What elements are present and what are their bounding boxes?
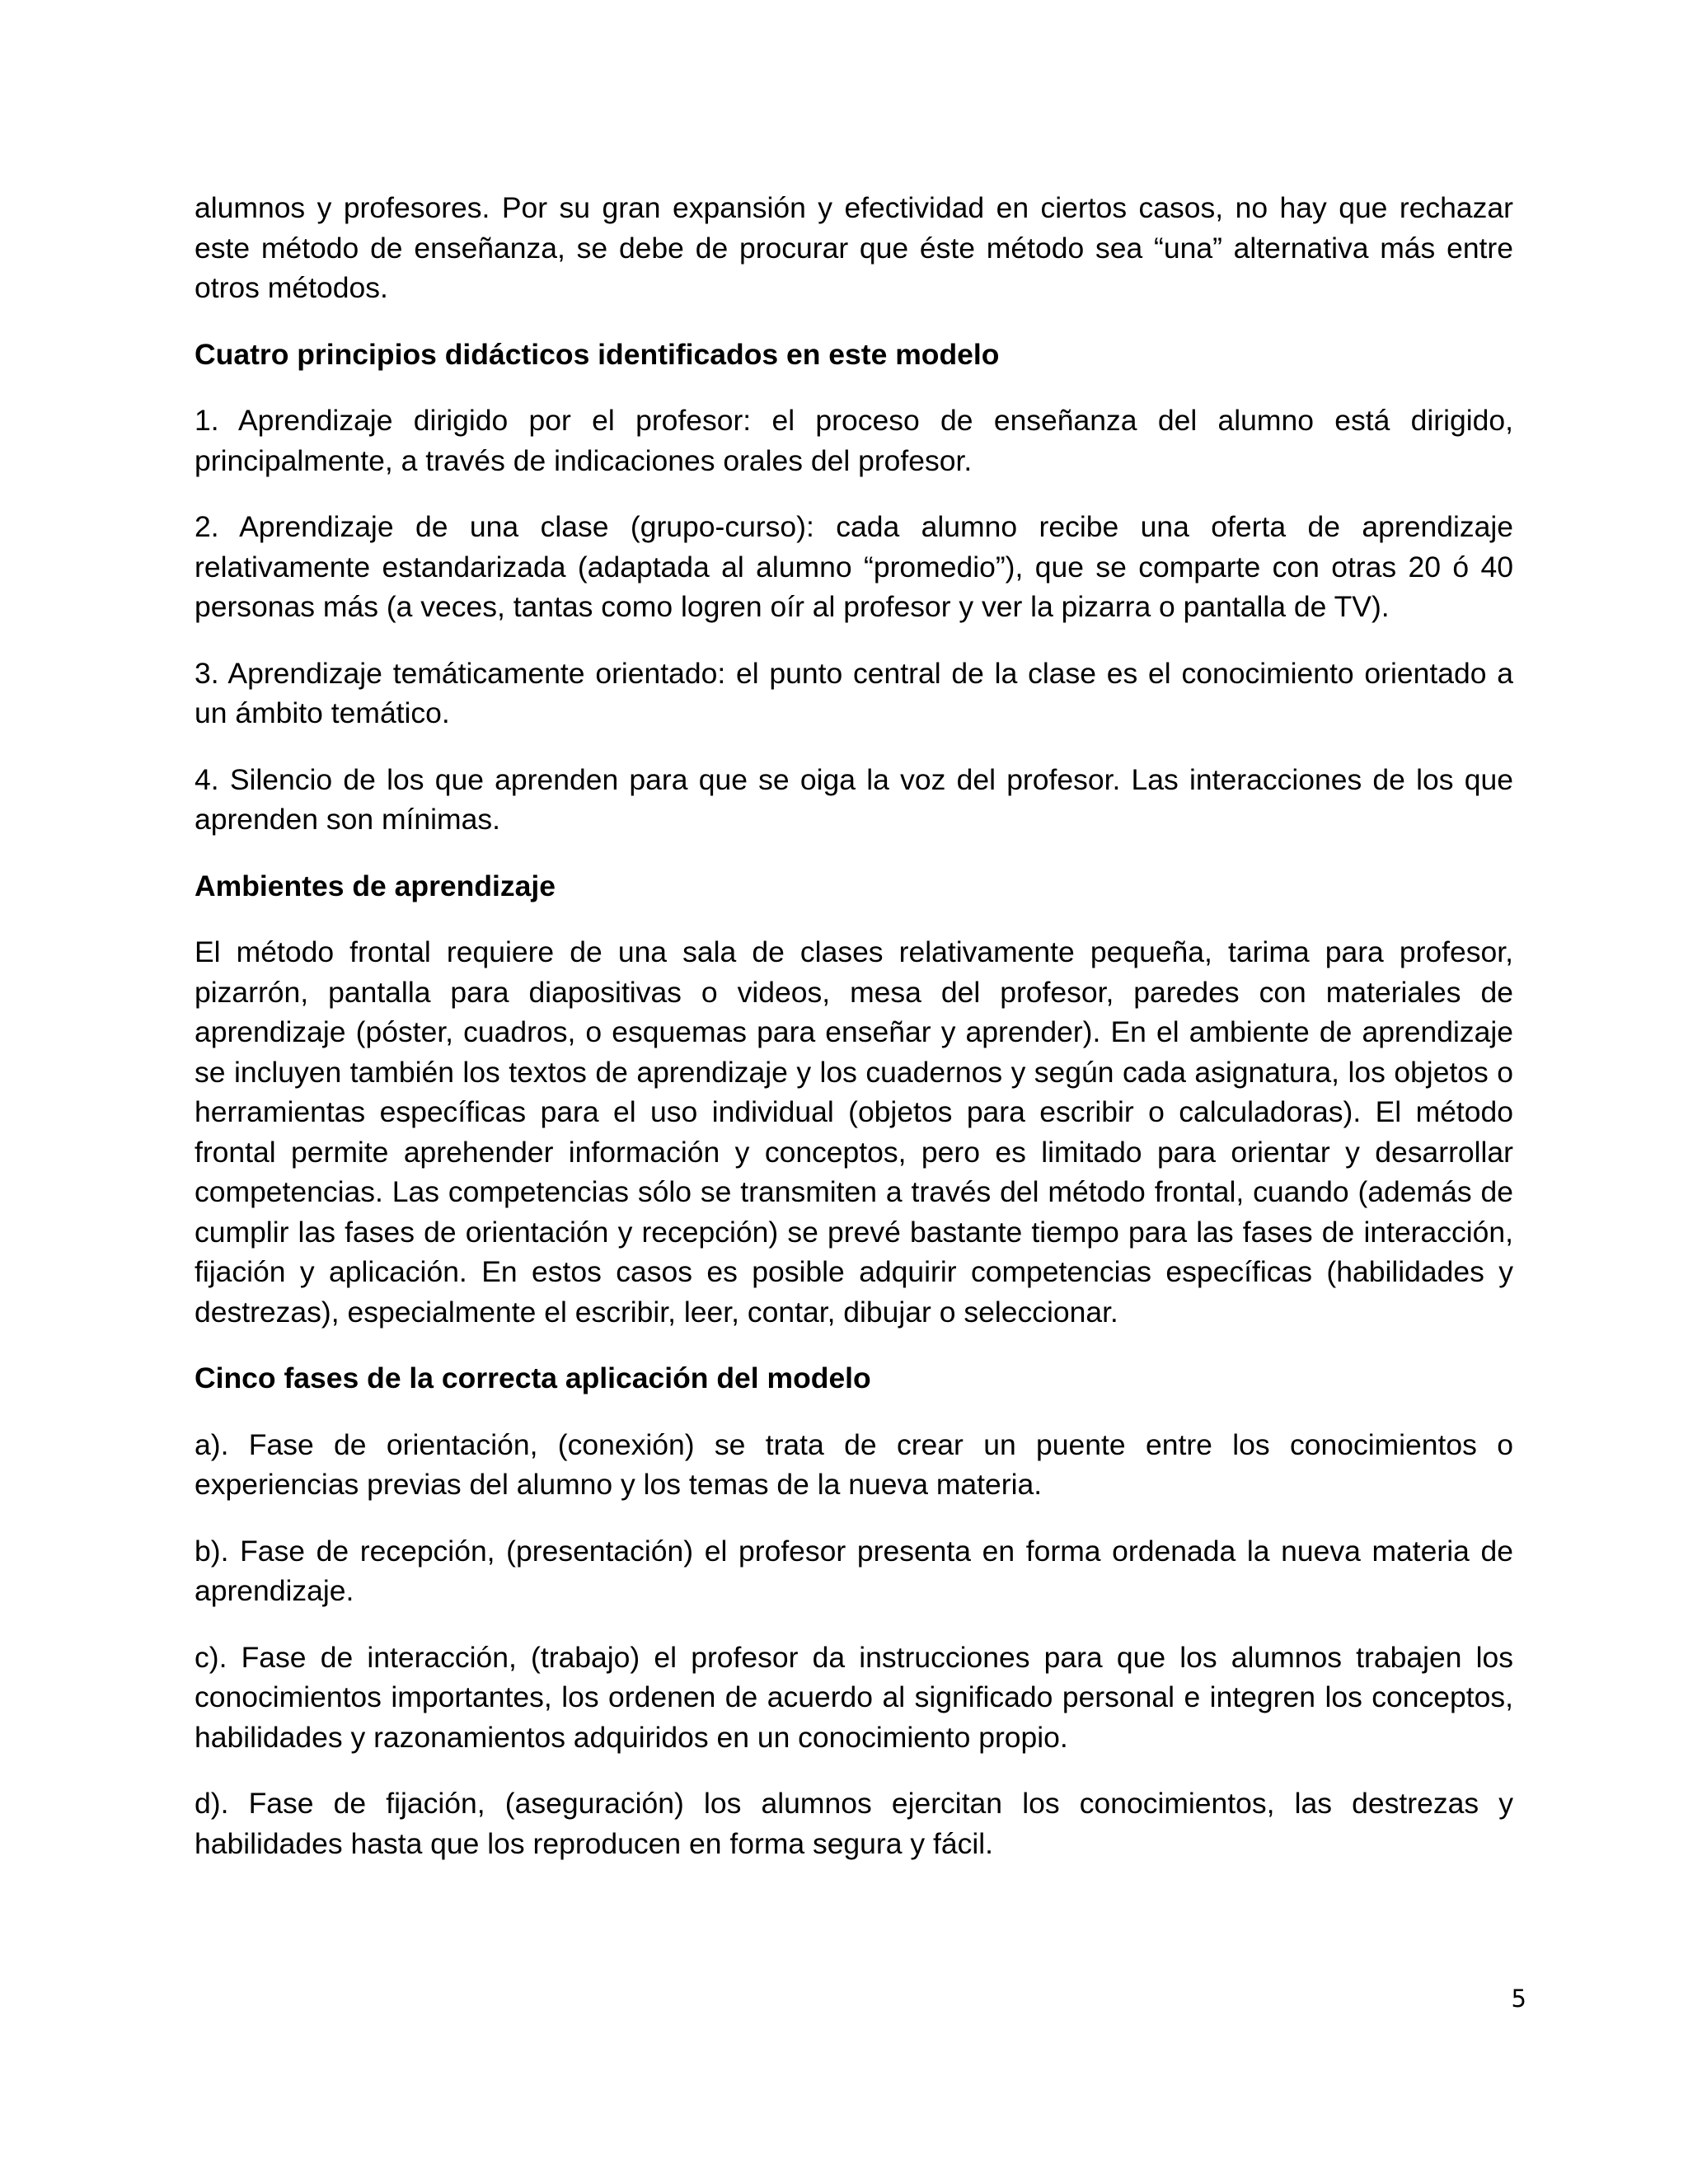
principle-2: 2. Aprendizaje de una clase (grupo-curso): cada alumno recibe una oferta de aprendizaje relativamente estandarizada (adaptada al alumno “promedio”), que se comparte con otras 20 ó 40 personas más (a veces, tantas como logren oír al profesor y ver la pizarra o pantalla de TV). — [195, 510, 1513, 623]
phase-b: b). Fase de recepción, (presentación) el profesor presenta en forma ordenada la nueva materia de aprendizaje. — [195, 1534, 1513, 1607]
phase-d: d). Fase de fijación, (aseguración) los alumnos ejercitan los conocimientos, las destrezas y habilidades hasta que los reproducen en forma segura y fácil. — [195, 1787, 1513, 1860]
intro-paragraph: alumnos y profesores. Por su gran expansión y efectividad en ciertos casos, no hay que rechazar este método de enseñanza, se debe de procurar que éste método sea “una” alternativa más entre otros métodos. — [195, 191, 1513, 304]
page-number: 5 — [1511, 1985, 1526, 2013]
page-content — [195, 188, 1513, 1890]
phase-a: a). Fase de orientación, (conexión) se trata de crear un puente entre los conocimientos o experiencias previas del alumno y los temas de la nueva materia. — [195, 1427, 1513, 1501]
phase-c: c). Fase de interacción, (trabajo) el profesor da instrucciones para que los alumnos trabajen los conocimientos importantes, los ordenen de acuerdo al significado personal e integren los conceptos, habilidades y razonamientos adquiridos en un conocimiento propio. — [195, 1640, 1513, 1754]
heading-cuatro-principios: Cuatro principios didácticos identificados en este modelo — [195, 337, 1000, 371]
heading-ambientes: Ambientes de aprendizaje — [195, 869, 556, 902]
principle-1: 1. Aprendizaje dirigido por el profesor: el proceso de enseñanza del alumno está dirigido, principalmente, a través de indicaciones orales del profesor. — [195, 404, 1513, 477]
principle-4: 4. Silencio de los que aprenden para que se oiga la voz del profesor. Las interacciones de los que aprenden son mínimas. — [195, 762, 1513, 836]
heading-cinco-fases: Cinco fases de la correcta aplicación del modelo — [195, 1361, 871, 1394]
ambientes-paragraph: El método frontal requiere de una sala de clases relativamente pequeña, tarima para profesor, pizarrón, pantalla para diapositivas o videos, mesa del profesor, paredes con materiales de aprendizaje (póster, cuadros, o esquemas para enseñar y aprender). En el ambiente de aprendizaje se incluyen también los textos de aprendizaje y los cuadernos y según cada asignatura, los objetos o herramientas específicas para el uso individual (objetos para escribir o calculadoras). El método frontal permite aprehender información y conceptos, pero es limitado para orientar y desarrollar competencias. Las competencias sólo se transmiten a través del método frontal, cuando (además de cumplir las fases de orientación y recepción) se prevé bastante tiempo para las fases de interacción, fijación y aplicación. En estos casos es posible adquirir competencias específicas (habilidades y destrezas), especialmente el escribir, leer, contar, dibujar o seleccionar. — [195, 935, 1513, 1329]
principle-3: 3. Aprendizaje temáticamente orientado: el punto central de la clase es el conocimiento orientado a un ámbito temático. — [195, 656, 1513, 729]
